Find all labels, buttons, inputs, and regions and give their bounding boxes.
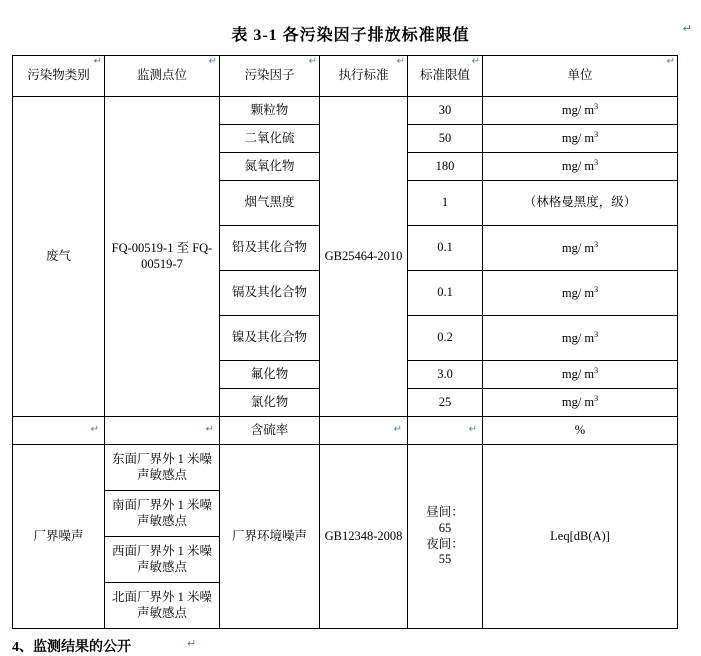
cell-factor-noise: 厂界环境噪声: [220, 445, 320, 629]
paragraph-mark-icon: ↵: [93, 56, 102, 67]
cell-factor: 镉及其化合物: [220, 271, 320, 316]
table-row: [13, 445, 678, 491]
cell-limit-noise: 昼间： 65 夜间： 55: [408, 445, 483, 629]
cell-point: 北面厂界外 1 米噪声敏感点: [105, 583, 220, 629]
paragraph-mark-icon: ↵: [393, 424, 402, 436]
header-cell-limit: 标准限值 ↵: [408, 56, 483, 97]
cell-factor: 颗粒物: [220, 97, 320, 125]
paragraph-mark-icon: ↵: [205, 424, 214, 436]
cell-factor: 含硫率: [220, 417, 320, 445]
cell-unit: mg/ $m^3$: [483, 389, 678, 417]
cell-factor: 氟化物: [220, 361, 320, 389]
header-cell-factor: 污染因子 ↵: [220, 56, 320, 97]
cell-limit-empty: [408, 417, 483, 445]
header-cell-point: 监测点位 ↵: [105, 56, 220, 97]
cell-unit: mg/ $m^3$: [483, 153, 678, 181]
cell-unit: mg/ $m^3$: [483, 271, 678, 316]
cell-category-empty: [13, 417, 105, 445]
cell-unit: %: [483, 417, 678, 445]
cell-factor: 镍及其化合物: [220, 316, 320, 361]
cell-unit: mg/ $m^3$: [483, 316, 678, 361]
paragraph-mark-icon: ↵: [471, 56, 480, 67]
paragraph-mark-icon: ↵: [90, 424, 99, 436]
page-title: [0, 0, 701, 55]
cell-category-wastegas: 废气: [13, 97, 105, 417]
cell-factor: 铅及其化合物: [220, 226, 320, 271]
cell-factor: 氯化物: [220, 389, 320, 417]
cell-point-empty: [105, 417, 220, 445]
header-cell-category: 污染物类别 ↵: [13, 56, 105, 97]
table-row: [13, 417, 678, 445]
cell-limit: 30: [408, 97, 483, 125]
page-title-text: 表 3-1 各污染因子排放标准限值: [231, 27, 470, 44]
cell-limit: 1: [408, 181, 483, 226]
cell-limit: 50: [408, 125, 483, 153]
header-cell-unit: 单位 ↵: [483, 56, 678, 97]
cell-unit: mg/ $m^3$: [483, 125, 678, 153]
footer-note-text: 4、监测结果的公开: [12, 640, 131, 655]
cell-point: 南面厂界外 1 米噪声敏感点: [105, 491, 220, 537]
table-row: [13, 97, 678, 125]
cell-unit: mg/ $m^3$: [483, 97, 678, 125]
pollutant-standards-table: [12, 55, 678, 629]
cell-standard-empty: [320, 417, 408, 445]
cell-standard-noise: GB12348-2008: [320, 445, 408, 629]
footer-note: [12, 636, 677, 656]
table-header-row: [13, 56, 678, 97]
cell-factor: 烟气黑度: [220, 181, 320, 226]
paragraph-mark-icon: ↵: [396, 56, 405, 67]
cell-point: 东面厂界外 1 米噪声敏感点: [105, 445, 220, 491]
cell-limit: 0.1: [408, 271, 483, 316]
cell-unit: mg/ $m^3$: [483, 226, 678, 271]
paragraph-mark-icon: ↵: [468, 424, 477, 436]
cell-limit: 3.0: [408, 361, 483, 389]
cell-point-wastegas: FQ-00519-1 至 FQ-00519-7: [105, 97, 220, 417]
cell-limit: 25: [408, 389, 483, 417]
paragraph-mark-icon: ↵: [308, 56, 317, 67]
cell-limit: 0.2: [408, 316, 483, 361]
cell-factor: 氮氧化物: [220, 153, 320, 181]
paragraph-mark-icon: ↵: [682, 23, 693, 35]
cell-limit: 0.1: [408, 226, 483, 271]
header-cell-standard: 执行标准 ↵: [320, 56, 408, 97]
cell-unit: mg/ $m^3$: [483, 361, 678, 389]
cell-factor: 二氧化硫: [220, 125, 320, 153]
paragraph-mark-icon: ↵: [208, 56, 217, 67]
cell-limit: 180: [408, 153, 483, 181]
paragraph-mark-icon: ↵: [187, 638, 197, 650]
cell-unit: （林格曼黑度，级）: [483, 181, 678, 226]
cell-standard-wastegas: GB25464-2010: [320, 97, 408, 417]
paragraph-mark-icon: ↵: [666, 56, 675, 67]
cell-unit-noise: Leq[dB(A)]: [483, 445, 678, 629]
cell-category-noise: 厂界噪声: [13, 445, 105, 629]
cell-point: 西面厂界外 1 米噪声敏感点: [105, 537, 220, 583]
